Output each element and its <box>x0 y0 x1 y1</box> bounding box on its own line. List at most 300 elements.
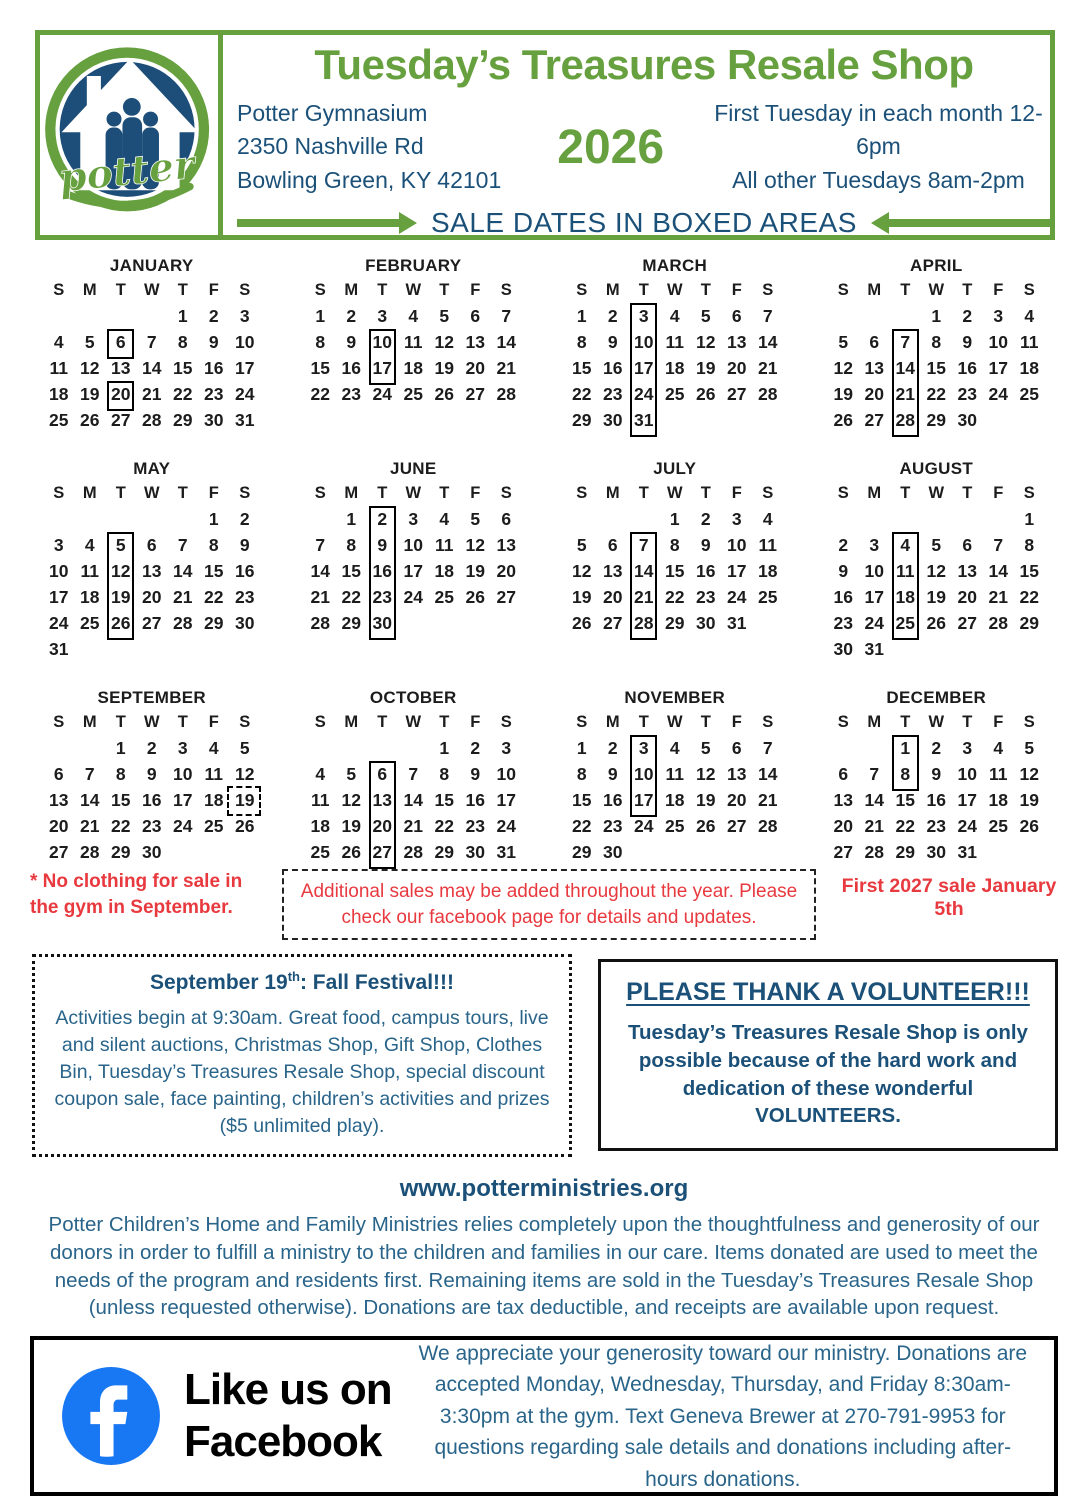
day-cell: 25 <box>434 586 454 607</box>
day-header: T <box>900 712 911 731</box>
day-header: S <box>576 280 588 299</box>
day-cell: 31 <box>864 638 884 659</box>
day-cell: 30 <box>204 409 224 430</box>
day-cell: 5 <box>239 737 250 758</box>
day-cell: 1 <box>1024 508 1035 529</box>
day-cell <box>952 506 983 532</box>
day-cell: 21 <box>864 815 884 836</box>
day-cell: 8 <box>576 763 587 784</box>
day-cell: 23 <box>603 815 623 836</box>
day-cell: 29 <box>665 612 685 633</box>
day-cell: 1 <box>576 737 587 758</box>
day-cell: 4 <box>890 532 921 558</box>
day-cell: 27 <box>49 841 69 862</box>
day-cell: 11 <box>49 357 68 378</box>
day-cell: 19 <box>80 383 100 404</box>
day-cell: 23 <box>696 586 716 607</box>
festival-date-box <box>227 786 261 816</box>
day-cell <box>105 506 136 532</box>
day-cell: 18 <box>1019 357 1039 378</box>
day-header: T <box>439 280 450 299</box>
facebook-icon <box>60 1365 162 1467</box>
month-title: SEPTEMBER <box>97 688 206 707</box>
day-cell: 8 <box>669 534 680 555</box>
day-header: F <box>731 280 742 299</box>
day-cell: 25 <box>665 383 685 404</box>
day-cell: 13 <box>496 534 516 555</box>
day-header: F <box>470 483 481 502</box>
sale-date-box <box>630 735 657 763</box>
day-cell <box>136 303 167 329</box>
day-cell: 24 <box>634 815 654 836</box>
day-cell: 13 <box>727 331 747 352</box>
day-cell: 12 <box>235 763 255 784</box>
day-cell <box>167 506 198 532</box>
day-header: S <box>576 712 588 731</box>
day-cell: 16 <box>926 789 946 810</box>
sale-date-box <box>630 608 657 640</box>
day-header: T <box>962 280 973 299</box>
day-cell: 10 <box>367 329 398 355</box>
day-cell: 17 <box>173 789 193 810</box>
day-header: S <box>1023 280 1035 299</box>
day-cell: 24 <box>372 383 392 404</box>
day-cell: 11 <box>204 763 223 784</box>
facebook-box <box>30 1336 1058 1496</box>
month-september <box>40 688 264 865</box>
day-header: M <box>605 712 620 731</box>
day-cell: 2 <box>607 305 618 326</box>
day-cell <box>983 636 1014 662</box>
day-header: S <box>762 712 774 731</box>
flyer-page <box>0 30 1088 1491</box>
first-2027-note: First 2027 sale January 5th <box>841 875 1057 920</box>
day-cell: 19 <box>434 357 454 378</box>
day-cell: 7 <box>890 329 921 355</box>
header <box>35 30 1055 240</box>
day-cell: 28 <box>628 610 659 636</box>
day-cell: 29 <box>434 841 454 862</box>
day-cell: 28 <box>310 612 330 633</box>
day-cell: 10 <box>173 763 193 784</box>
day-cell: 14 <box>310 560 330 581</box>
day-cell: 13 <box>49 789 69 810</box>
day-header: T <box>962 712 973 731</box>
day-header: S <box>314 483 326 502</box>
day-cell: 24 <box>173 815 193 836</box>
day-cell: 23 <box>204 383 224 404</box>
day-cell: 3 <box>501 737 512 758</box>
day-cell: 28 <box>80 841 100 862</box>
day-cell: 14 <box>142 357 162 378</box>
day-cell: 12 <box>696 331 716 352</box>
sale-date-box <box>107 556 134 586</box>
day-cell: 10 <box>49 560 69 581</box>
day-cell <box>828 303 859 329</box>
day-header: T <box>900 483 911 502</box>
day-header: S <box>1023 483 1035 502</box>
day-header: T <box>177 712 188 731</box>
month-title: OCTOBER <box>369 688 457 707</box>
day-header: S <box>500 712 512 731</box>
day-cell: 28 <box>142 409 162 430</box>
day-cell: 2 <box>470 737 481 758</box>
day-cell <box>460 610 491 636</box>
day-cell: 3 <box>962 737 973 758</box>
day-cell: 3 <box>408 508 419 529</box>
day-cell <box>367 735 398 761</box>
day-cell: 17 <box>988 357 1008 378</box>
day-cell: 20 <box>603 586 623 607</box>
day-cell <box>659 839 690 865</box>
day-cell: 16 <box>204 357 224 378</box>
day-cell: 6 <box>105 329 136 355</box>
day-cell <box>105 636 136 662</box>
day-cell: 4 <box>84 534 95 555</box>
day-cell <box>398 610 429 636</box>
day-header: S <box>500 483 512 502</box>
day-cell: 26 <box>465 586 485 607</box>
day-cell: 29 <box>572 409 592 430</box>
day-cell: 11 <box>665 763 684 784</box>
day-cell: 17 <box>496 789 516 810</box>
day-cell: 6 <box>838 763 849 784</box>
day-cell: 30 <box>367 610 398 636</box>
day-cell: 7 <box>869 763 880 784</box>
month-title: AUGUST <box>899 459 974 478</box>
day-cell <box>921 636 952 662</box>
day-cell: 24 <box>864 612 884 633</box>
day-cell: 3 <box>239 305 250 326</box>
day-cell: 20 <box>727 357 747 378</box>
day-cell: 21 <box>310 586 330 607</box>
day-cell: 18 <box>665 357 685 378</box>
volunteer-title: PLEASE THANK A VOLUNTEER!!! <box>626 978 1030 1007</box>
day-cell <box>1014 407 1045 433</box>
day-header: S <box>837 483 849 502</box>
day-header: F <box>993 712 1004 731</box>
day-cell: 12 <box>572 560 592 581</box>
day-header: S <box>53 280 65 299</box>
day-cell <box>1014 839 1045 865</box>
day-cell: 10 <box>628 761 659 787</box>
day-cell: 11 <box>665 331 684 352</box>
day-header: W <box>405 280 422 299</box>
september-note: * No clothing for sale in the gym in September. <box>30 871 243 918</box>
day-cell: 27 <box>833 841 853 862</box>
sale-date-box <box>369 811 396 841</box>
day-header: W <box>666 712 683 731</box>
day-cell: 29 <box>572 841 592 862</box>
day-cell: 25 <box>665 815 685 836</box>
day-cell: 22 <box>895 815 915 836</box>
sale-date-box <box>107 532 134 560</box>
day-cell: 30 <box>235 612 255 633</box>
day-cell: 19 <box>229 787 260 813</box>
donation-info: We appreciate your generosity toward our ministry. Donations are accepted Monday, Wednesday, Thursday, and Friday 8:30am-3:30pm at the gym. Text Geneva Brewer at 270-791-9953 for questions regarding sale details and donations including after-hours donations. <box>418 1341 1028 1491</box>
day-header: T <box>700 483 711 502</box>
sale-date-box <box>630 582 657 612</box>
month-title: NOVEMBER <box>624 688 726 707</box>
day-cell: 15 <box>1019 560 1039 581</box>
day-cell: 16 <box>142 789 162 810</box>
day-cell: 26 <box>434 383 454 404</box>
day-cell <box>167 636 198 662</box>
day-header: M <box>82 483 97 502</box>
day-cell: 8 <box>576 331 587 352</box>
venue-name: Potter Gymnasium <box>237 100 428 126</box>
calendar-grid <box>0 250 1088 865</box>
sale-date-box <box>369 837 396 869</box>
day-cell: 5 <box>84 331 95 352</box>
day-cell: 21 <box>403 815 423 836</box>
potter-logo-text: potter <box>56 141 197 202</box>
day-cell: 22 <box>665 586 685 607</box>
day-cell: 6 <box>53 763 64 784</box>
sale-date-box <box>630 759 657 789</box>
month-title: MAY <box>133 459 171 478</box>
day-cell: 17 <box>403 560 423 581</box>
arrow-left-icon <box>871 212 1051 234</box>
day-cell: 9 <box>146 763 157 784</box>
day-cell: 13 <box>603 560 623 581</box>
day-cell: 12 <box>833 357 853 378</box>
day-cell: 22 <box>926 383 946 404</box>
day-cell: 5 <box>470 508 481 529</box>
day-cell: 28 <box>864 841 884 862</box>
day-cell: 26 <box>696 383 716 404</box>
day-cell: 9 <box>239 534 250 555</box>
day-cell: 12 <box>105 558 136 584</box>
day-cell: 25 <box>204 815 224 836</box>
sale-date-box <box>892 582 919 612</box>
day-cell: 4 <box>439 508 450 529</box>
day-cell <box>890 303 921 329</box>
day-cell: 15 <box>204 560 224 581</box>
day-cell <box>1014 636 1045 662</box>
day-header: M <box>605 483 620 502</box>
day-cell: 15 <box>895 789 915 810</box>
day-header: W <box>405 712 422 731</box>
day-cell: 26 <box>696 815 716 836</box>
day-cell: 3 <box>53 534 64 555</box>
day-header: M <box>605 280 620 299</box>
day-cell: 11 <box>311 789 330 810</box>
day-cell <box>566 506 597 532</box>
day-cell: 11 <box>80 560 99 581</box>
day-header: S <box>53 483 65 502</box>
day-cell <box>859 506 890 532</box>
notes-row <box>0 865 1088 940</box>
day-cell: 12 <box>696 763 716 784</box>
month-days <box>563 277 787 433</box>
header-info-row <box>237 97 1051 197</box>
day-header: W <box>143 483 160 502</box>
month-days <box>825 480 1049 662</box>
day-cell: 7 <box>501 305 512 326</box>
day-cell: 7 <box>84 763 95 784</box>
day-cell: 14 <box>758 331 778 352</box>
day-cell: 9 <box>607 331 618 352</box>
day-cell: 29 <box>1019 612 1039 633</box>
month-days <box>825 709 1049 865</box>
day-cell <box>74 506 105 532</box>
day-cell: 31 <box>496 841 516 862</box>
potter-logo <box>40 35 223 235</box>
day-cell: 28 <box>758 383 778 404</box>
month-july <box>563 459 787 662</box>
day-cell: 30 <box>926 841 946 862</box>
day-cell: 1 <box>890 735 921 761</box>
day-cell: 4 <box>208 737 219 758</box>
day-cell: 6 <box>367 761 398 787</box>
month-may <box>40 459 264 662</box>
day-header: F <box>208 483 219 502</box>
day-cell: 20 <box>142 586 162 607</box>
day-cell: 25 <box>80 612 100 633</box>
day-cell: 26 <box>926 612 946 633</box>
day-cell: 19 <box>696 357 716 378</box>
day-cell: 15 <box>341 560 361 581</box>
day-cell: 18 <box>434 560 454 581</box>
day-cell: 2 <box>346 305 357 326</box>
day-header: F <box>731 712 742 731</box>
day-cell: 4 <box>669 305 680 326</box>
day-cell: 28 <box>988 612 1008 633</box>
day-cell: 20 <box>465 357 485 378</box>
day-cell: 21 <box>142 383 162 404</box>
month-april <box>825 256 1049 433</box>
day-cell: 13 <box>367 787 398 813</box>
day-cell <box>828 506 859 532</box>
day-cell <box>398 735 429 761</box>
day-cell <box>890 506 921 532</box>
day-cell: 5 <box>1024 737 1035 758</box>
hours-other-tuesdays: All other Tuesdays 8am-2pm <box>732 166 1025 193</box>
day-cell: 22 <box>572 815 592 836</box>
day-cell: 28 <box>496 383 516 404</box>
day-cell: 21 <box>496 357 516 378</box>
day-cell <box>43 303 74 329</box>
day-cell: 27 <box>727 815 747 836</box>
day-cell: 10 <box>864 560 884 581</box>
day-cell <box>983 407 1014 433</box>
day-header: T <box>700 712 711 731</box>
day-cell: 23 <box>833 612 853 633</box>
day-header: W <box>666 483 683 502</box>
day-cell: 19 <box>1019 789 1039 810</box>
sale-date-box <box>369 556 396 586</box>
shop-title: Tuesday’s Treasures Resale Shop <box>314 41 974 88</box>
day-cell <box>136 506 167 532</box>
day-cell: 22 <box>341 586 361 607</box>
day-cell: 19 <box>572 586 592 607</box>
day-cell <box>983 506 1014 532</box>
day-cell: 2 <box>208 305 219 326</box>
sale-date-box <box>369 608 396 640</box>
day-cell: 11 <box>435 534 454 555</box>
month-days <box>40 480 264 662</box>
day-header: S <box>1023 712 1035 731</box>
day-cell: 27 <box>603 612 623 633</box>
day-cell: 5 <box>700 737 711 758</box>
day-cell: 12 <box>465 534 485 555</box>
day-cell: 22 <box>434 815 454 836</box>
like-us-label: Like us on Facebook <box>184 1365 392 1467</box>
day-cell: 4 <box>669 737 680 758</box>
day-cell: 26 <box>235 815 255 836</box>
day-cell: 24 <box>628 381 659 407</box>
day-cell: 11 <box>758 534 777 555</box>
day-cell: 30 <box>603 409 623 430</box>
day-cell <box>752 610 783 636</box>
day-cell: 19 <box>341 815 361 836</box>
day-header: S <box>576 483 588 502</box>
day-cell: 13 <box>465 331 485 352</box>
day-cell: 18 <box>988 789 1008 810</box>
month-days <box>302 277 526 407</box>
day-cell: 9 <box>367 532 398 558</box>
day-cell: 22 <box>173 383 193 404</box>
day-header: T <box>638 483 649 502</box>
day-cell: 2 <box>239 508 250 529</box>
day-cell: 27 <box>957 612 977 633</box>
month-days <box>825 277 1049 433</box>
day-cell <box>690 839 721 865</box>
day-cell: 12 <box>341 789 361 810</box>
day-header: S <box>239 712 251 731</box>
sale-date-box <box>369 582 396 612</box>
day-cell: 25 <box>403 383 423 404</box>
day-header: W <box>405 483 422 502</box>
month-title: DECEMBER <box>886 688 987 707</box>
day-cell: 11 <box>989 763 1008 784</box>
day-cell: 23 <box>603 383 623 404</box>
day-cell: 12 <box>1019 763 1039 784</box>
day-cell: 9 <box>607 763 618 784</box>
day-cell: 21 <box>173 586 193 607</box>
day-cell: 13 <box>142 560 162 581</box>
day-header: S <box>500 280 512 299</box>
day-cell: 27 <box>367 839 398 865</box>
sale-date-box <box>892 532 919 560</box>
day-cell: 26 <box>80 409 100 430</box>
day-cell: 14 <box>864 789 884 810</box>
hours-first-tuesday: First Tuesday in each month 12-6pm <box>714 100 1043 160</box>
fall-festival-title: September 19th: Fall Festival!!! <box>149 969 455 995</box>
sale-date-box <box>630 532 657 560</box>
day-cell: 29 <box>173 409 193 430</box>
day-cell: 13 <box>833 789 853 810</box>
day-cell: 26 <box>833 409 853 430</box>
day-cell: 29 <box>341 612 361 633</box>
day-cell: 16 <box>367 558 398 584</box>
day-cell <box>659 407 690 433</box>
day-cell: 15 <box>434 789 454 810</box>
day-cell: 31 <box>628 407 659 433</box>
day-cell: 24 <box>403 586 423 607</box>
day-header: S <box>837 280 849 299</box>
day-cell: 14 <box>758 763 778 784</box>
day-cell: 4 <box>993 737 1004 758</box>
day-header: F <box>470 280 481 299</box>
day-cell: 30 <box>142 841 162 862</box>
day-cell <box>752 407 783 433</box>
day-cell: 4 <box>762 508 773 529</box>
day-cell: 18 <box>204 789 224 810</box>
day-header: S <box>314 712 326 731</box>
day-cell: 16 <box>465 789 485 810</box>
